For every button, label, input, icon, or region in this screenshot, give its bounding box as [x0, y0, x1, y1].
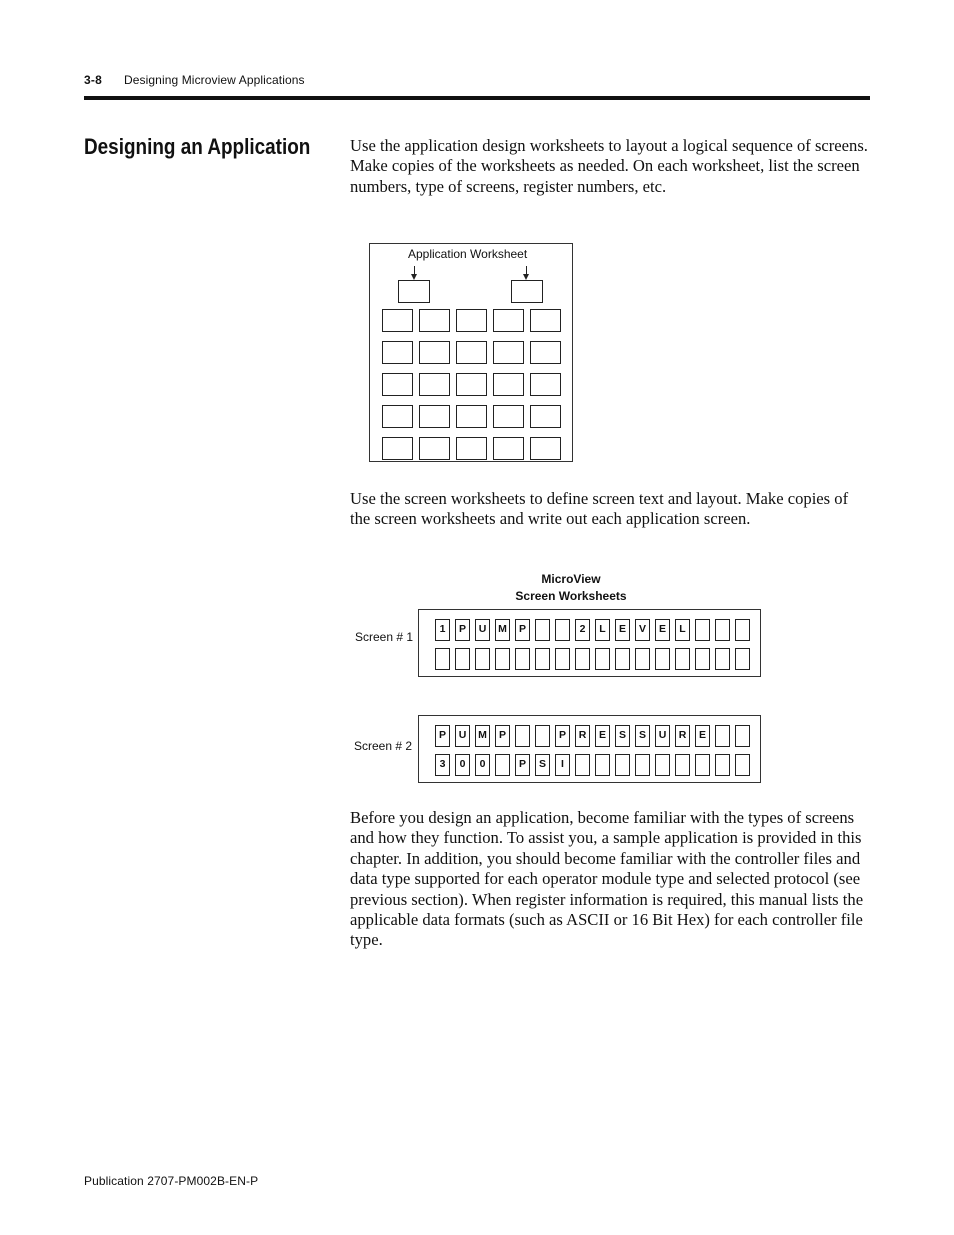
character-cell: U — [655, 725, 670, 747]
character-cell: 3 — [435, 754, 450, 776]
character-cell: I — [555, 754, 570, 776]
character-cell — [575, 754, 590, 776]
character-cell: U — [475, 619, 490, 641]
paragraph-before-you-design: Before you design an application, become familiar with the types of screens and how they function. To assist you, a sample application is provided in this chapter. In addition, you should become familiar with the controller files and data type supported for each operator module type and selected protocol (see previous section). When register information is required, this manual lists the applicable data formats (such as ASCII or 16 Bit Hex) for each controller file type. — [350, 808, 864, 950]
character-cell: L — [675, 619, 690, 641]
character-cell: U — [455, 725, 470, 747]
character-cell — [635, 648, 650, 670]
character-cell — [735, 619, 750, 641]
worksheet-cell — [530, 373, 561, 396]
worksheet-grid — [382, 309, 561, 468]
character-cell — [435, 648, 450, 670]
character-cell — [695, 619, 710, 641]
character-cell — [535, 725, 550, 747]
worksheet-cell — [456, 309, 487, 332]
character-cell — [535, 648, 550, 670]
microview-title-line1: MicroView — [541, 572, 601, 586]
character-cell — [515, 648, 530, 670]
worksheet-cell — [382, 437, 413, 460]
character-cell: E — [695, 725, 710, 747]
worksheet-cell — [530, 341, 561, 364]
character-cell: M — [475, 725, 490, 747]
character-cell: R — [575, 725, 590, 747]
worksheet-cell — [419, 309, 450, 332]
worksheet-cell — [493, 309, 524, 332]
worksheet-cell — [456, 373, 487, 396]
character-cell: L — [595, 619, 610, 641]
publication-footer: Publication 2707-PM002B-EN-P — [84, 1174, 259, 1188]
character-cell — [655, 648, 670, 670]
character-cell: 1 — [435, 619, 450, 641]
worksheet-cell — [382, 373, 413, 396]
character-cell — [515, 725, 530, 747]
screen-2-row-1 — [435, 725, 750, 747]
page-number: 3-8 — [84, 73, 102, 87]
character-cell — [695, 754, 710, 776]
character-cell — [555, 619, 570, 641]
character-cell: E — [615, 619, 630, 641]
character-cell — [635, 754, 650, 776]
worksheet-cell — [493, 405, 524, 428]
worksheet-cell — [419, 373, 450, 396]
character-cell — [535, 619, 550, 641]
character-cell: E — [655, 619, 670, 641]
character-cell — [615, 648, 630, 670]
worksheet-top-box — [398, 280, 430, 303]
application-worksheet-figure — [369, 243, 573, 462]
character-cell: M — [495, 619, 510, 641]
worksheet-cell — [382, 309, 413, 332]
character-cell — [615, 754, 630, 776]
character-cell: 2 — [575, 619, 590, 641]
character-cell — [715, 725, 730, 747]
character-cell — [495, 754, 510, 776]
worksheet-cell — [493, 341, 524, 364]
character-cell — [595, 754, 610, 776]
worksheet-cell — [419, 437, 450, 460]
character-cell — [495, 648, 510, 670]
worksheet-cell — [493, 373, 524, 396]
paragraph-screen-worksheets: Use the screen worksheets to define screen text and layout. Make copies of the screen worksheets and write out each application screen. — [350, 489, 849, 529]
microview-figure-title — [471, 571, 671, 605]
character-cell — [715, 754, 730, 776]
worksheet-cell — [493, 437, 524, 460]
screen-2-worksheet — [418, 715, 761, 783]
character-cell — [735, 725, 750, 747]
character-cell: P — [455, 619, 470, 641]
character-cell — [475, 648, 490, 670]
header-rule — [84, 96, 870, 100]
worksheet-cell — [382, 405, 413, 428]
character-cell: S — [635, 725, 650, 747]
character-cell — [575, 648, 590, 670]
worksheet-cell — [530, 437, 561, 460]
worksheet-top-box — [511, 280, 543, 303]
screen-1-row-2 — [435, 648, 750, 670]
character-cell: 0 — [455, 754, 470, 776]
character-cell: E — [595, 725, 610, 747]
character-cell: S — [535, 754, 550, 776]
character-cell — [595, 648, 610, 670]
character-cell — [655, 754, 670, 776]
character-cell — [675, 754, 690, 776]
chapter-title: Designing Microview Applications — [124, 73, 305, 87]
application-worksheet-label: Application Worksheet — [408, 247, 528, 261]
screen-2-label: Screen # 2 — [354, 739, 413, 753]
character-cell — [715, 648, 730, 670]
section-title: Designing an Application — [84, 134, 311, 159]
character-cell: P — [435, 725, 450, 747]
worksheet-cell — [419, 405, 450, 428]
character-cell: R — [675, 725, 690, 747]
paragraph-worksheets-intro: Use the application design worksheets to layout a logical sequence of screens. Make copies of the worksheets as needed. On each worksheet, list the screen numbers, type of screens, register numbers, etc. — [350, 136, 868, 196]
character-cell: 0 — [475, 754, 490, 776]
character-cell: S — [615, 725, 630, 747]
character-cell: P — [495, 725, 510, 747]
worksheet-cell — [456, 437, 487, 460]
screen-1-row-1 — [435, 619, 750, 641]
screen-1-worksheet — [418, 609, 761, 677]
character-cell: P — [515, 619, 530, 641]
screen-2-row-2 — [435, 754, 750, 776]
character-cell: V — [635, 619, 650, 641]
microview-title-line2: Screen Worksheets — [515, 589, 627, 603]
character-cell — [735, 754, 750, 776]
character-cell — [695, 648, 710, 670]
character-cell — [675, 648, 690, 670]
worksheet-cell — [456, 341, 487, 364]
screen-1-label: Screen # 1 — [355, 630, 414, 644]
character-cell: P — [555, 725, 570, 747]
worksheet-cell — [530, 309, 561, 332]
character-cell — [455, 648, 470, 670]
character-cell — [735, 648, 750, 670]
worksheet-cell — [382, 341, 413, 364]
worksheet-cell — [530, 405, 561, 428]
character-cell — [715, 619, 730, 641]
worksheet-cell — [419, 341, 450, 364]
character-cell — [555, 648, 570, 670]
character-cell: P — [515, 754, 530, 776]
worksheet-cell — [456, 405, 487, 428]
